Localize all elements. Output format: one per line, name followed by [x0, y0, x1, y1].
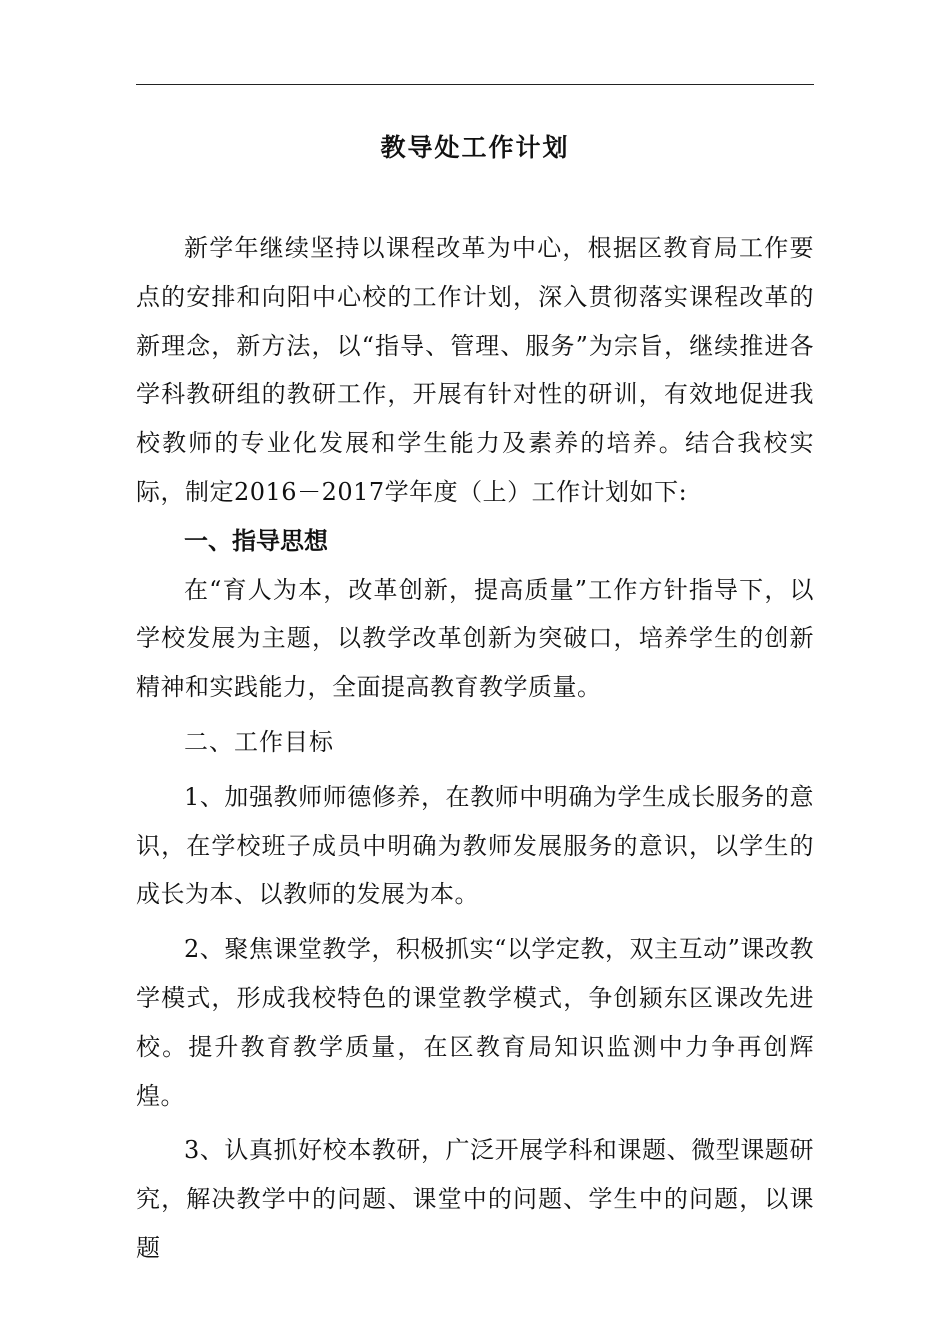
goal-item-3: 3、认真抓好校本教研，广泛开展学科和课题、微型课题研究，解决教学中的问题、课堂中的问题、学生中的问题，以课题 — [136, 1136, 814, 1262]
section-heading-work-goals: 二、工作目标 — [184, 727, 334, 756]
guiding-ideology-paragraph: 在“育人为本，改革创新，提高质量”工作方针指导下，以学校发展为主题，以教学改革创新为突破口，培养学生的创新精神和实践能力，全面提高教育教学质量。 — [136, 575, 814, 702]
document-body — [136, 224, 814, 1273]
header-rule — [136, 84, 814, 85]
page-title: 教导处工作计划 — [380, 133, 570, 162]
section-heading-guiding-ideology: 一、指导思想 — [184, 526, 328, 555]
intro-paragraph: 新学年继续坚持以课程改革为中心，根据区教育局工作要点的安排和向阳中心校的工作计划，深入贯彻落实课程改革的新理念，新方法，以“指导、管理、服务”为宗旨，继续推进各学科教研组的教研工作，开展有针对性的研训，有效地促进我校教师的专业化发展和学生能力及素养的培养。结合我校实际，制定2016－2017学年度（上）工作计划如下: — [136, 234, 814, 506]
goal-item-1: 1、加强教师师德修养，在教师中明确为学生成长服务的意识，在学校班子成员中明确为教师发展服务的意识，以学生的成长为本、以教师的发展为本。 — [136, 782, 814, 909]
goal-item-2: 2、聚焦课堂教学，积极抓实“以学定教，双主互动”课改教学模式，形成我校特色的课堂教学模式，争创颍东区课改先进校。提升教育教学质量，在区教育局知识监测中力争再创辉煌。 — [136, 935, 814, 1110]
